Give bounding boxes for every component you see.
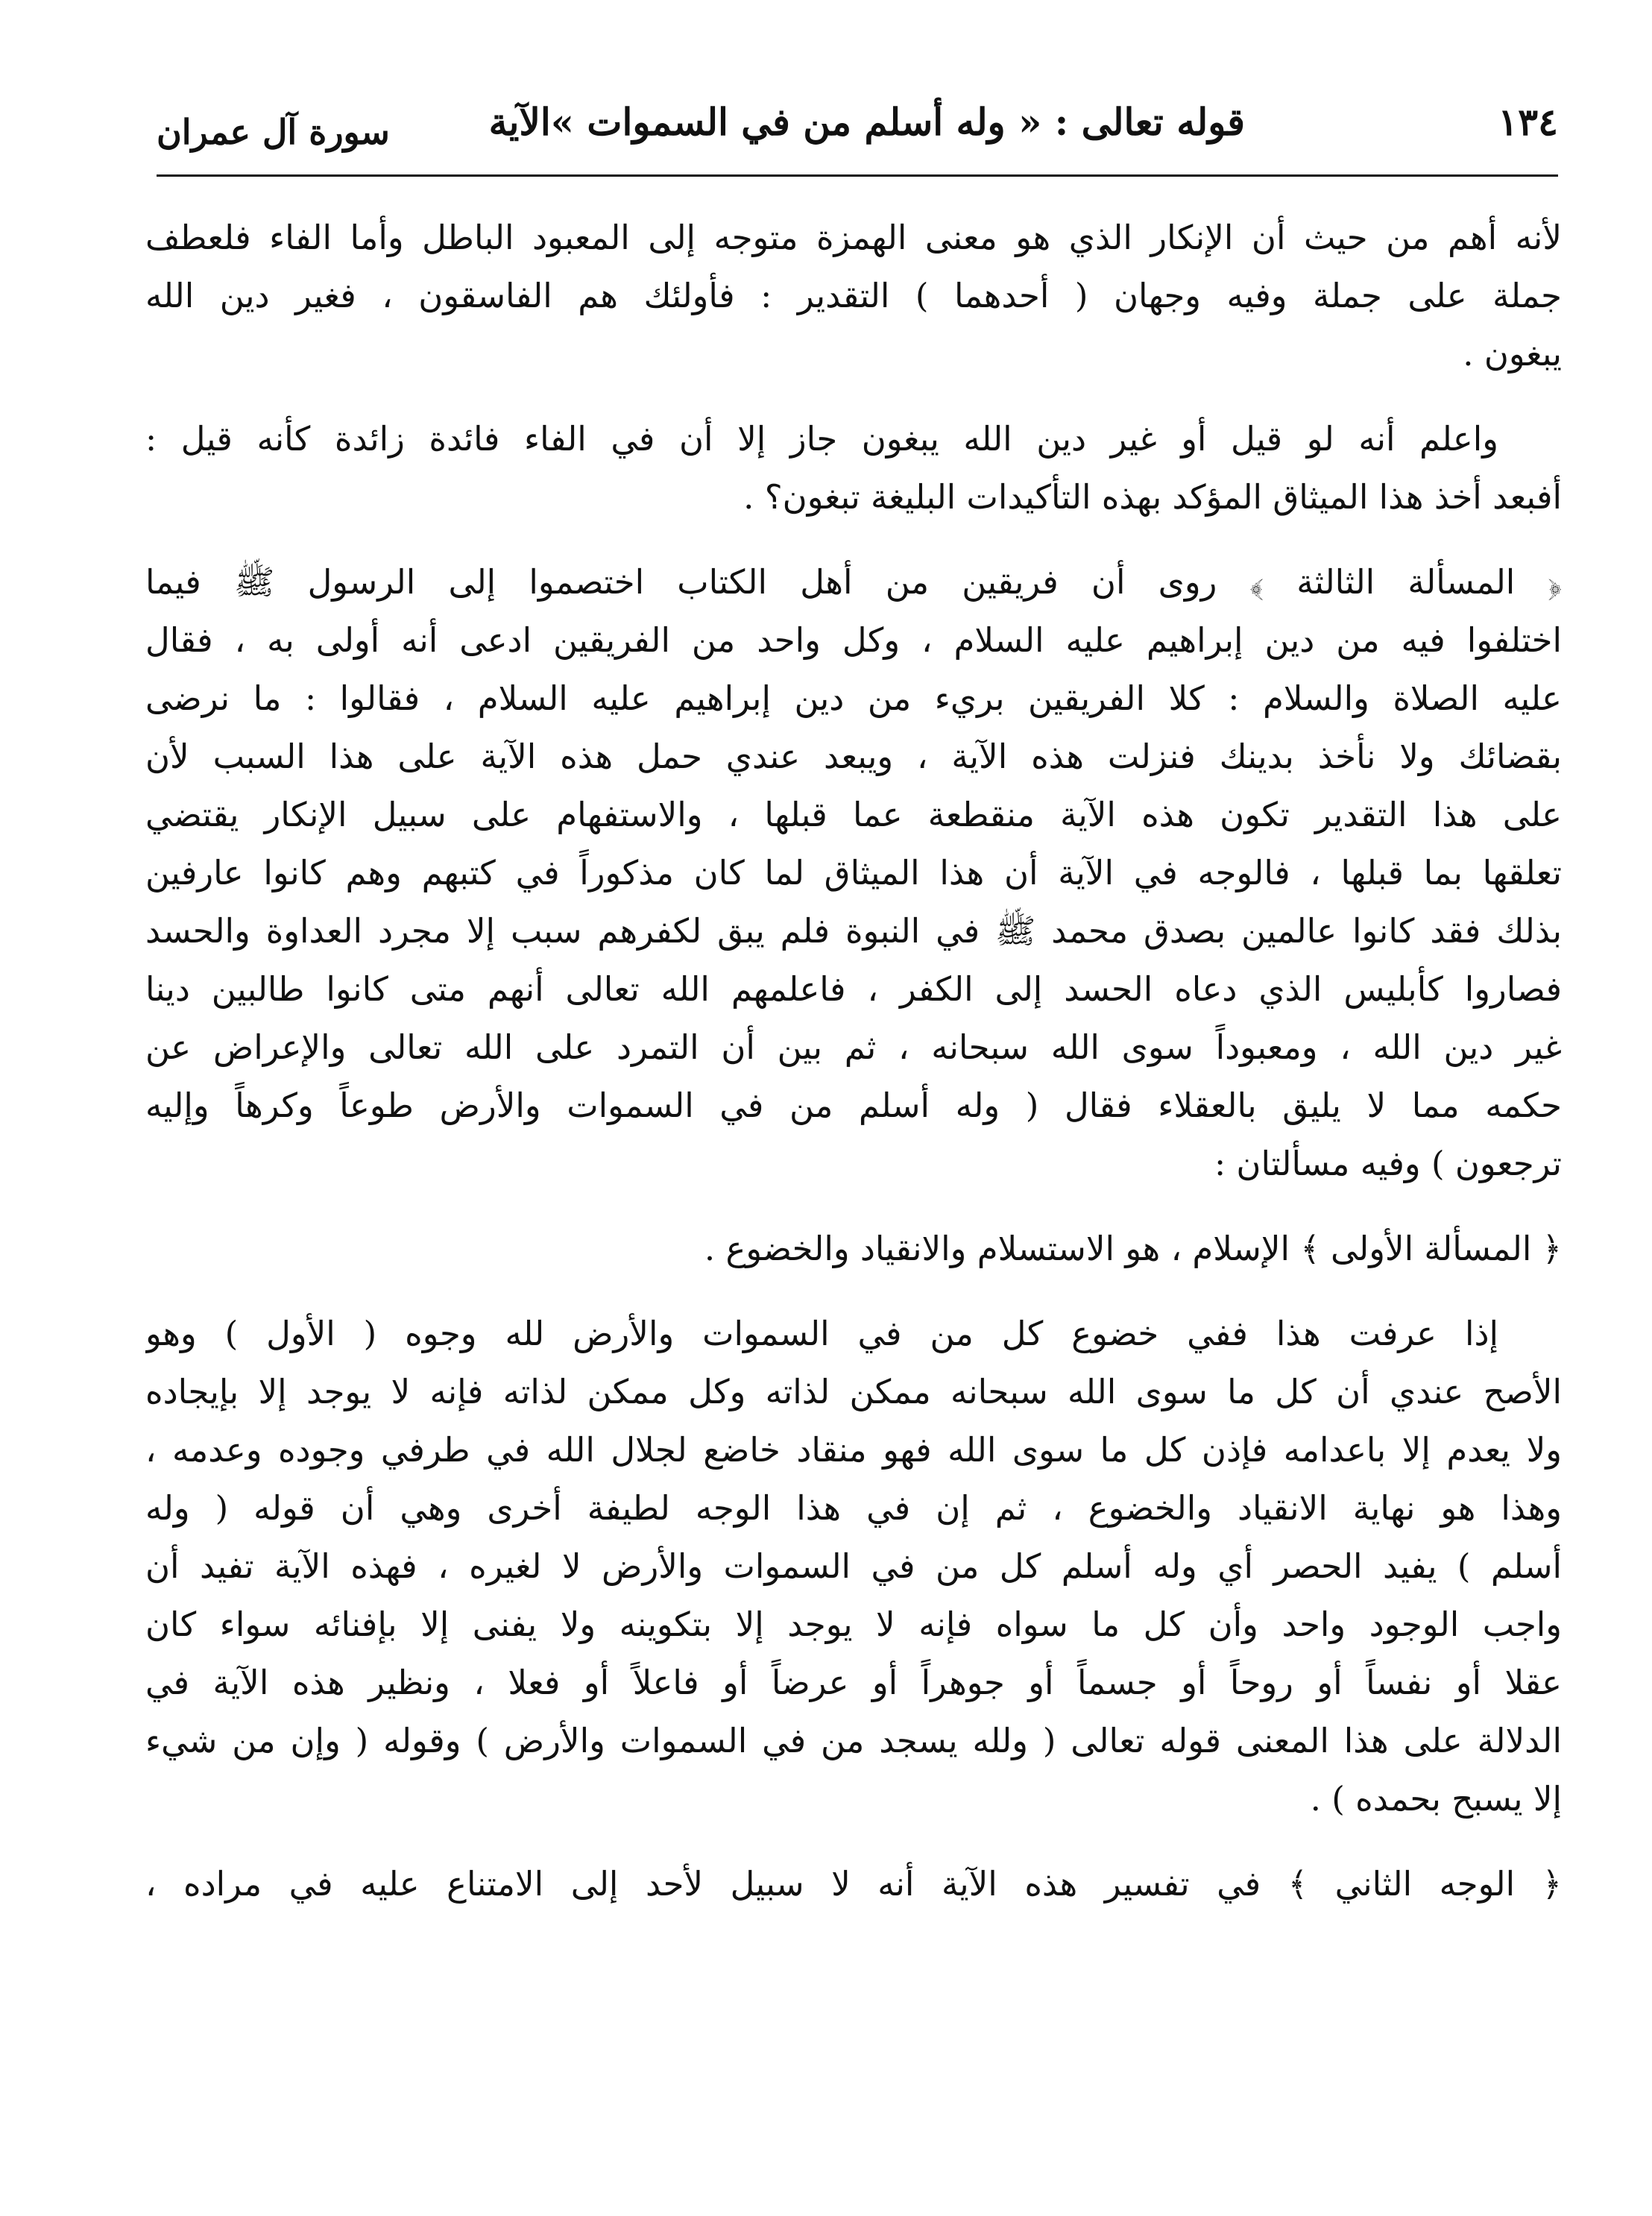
header-rule — [157, 174, 1558, 177]
text-line: أفبعد أخذ هذا الميثاق المؤكد بهذه التأكيدات البليغة تبغون؟ . — [743, 477, 1562, 517]
paragraph — [145, 410, 1562, 526]
paragraph — [145, 209, 1562, 383]
text-line: ﴿ الوجه الثاني ﴾ في تفسير هذه الآية أنه لا سبيل لأحد إلى الامتناع عليه في مراده ، — [145, 1864, 1562, 1904]
text-line: على هذا التقدير تكون هذه الآية منقطعة عما قبلها ، والاستفهام على سبيل الإنكار يقتضي — [145, 795, 1562, 834]
text-line: عليه الصلاة والسلام : كلا الفريقين بريء من دين إبراهيم عليه السلام ، فقالوا : ما نرضى — [145, 679, 1562, 718]
text-line: اختلفوا فيه من دين إبراهيم عليه السلام ، وكل واحد من الفريقين ادعى أنه أولى به ، فقال — [145, 620, 1562, 660]
text-line: جملة على جملة وفيه وجهان ( أحدهما ) التقدير : فأولئك هم الفاسقون ، فغير دين الله — [145, 276, 1562, 315]
text-line: الأصح عندي أن كل ما سوى الله سبحانه ممكن لذاته وكل ممكن لذاته فإنه لا يوجد إلا بإيجاده — [145, 1372, 1562, 1411]
text-line: غير دين الله ، ومعبوداً سوى الله سبحانه ، ثم بين أن التمرد على الله تعالى والإعراض عن — [145, 1027, 1562, 1067]
page-header — [157, 89, 1558, 171]
text-line: فصاروا كأبليس الذي دعاه الحسد إلى الكفر ، فاعلمهم الله تعالى أنهم متى كانوا طالبين دينا — [145, 969, 1562, 1009]
text-line: تعلقها بما قبلها ، فالوجه في الآية أن هذا الميثاق لما كان مذكوراً في كتبهم وهم كانوا عارفين — [145, 853, 1562, 893]
text-line: حكمه مما لا يليق بالعقلاء فقال ( وله أسلم من في السموات والأرض طوعاً وكرهاً وإليه — [145, 1086, 1562, 1125]
paragraph — [145, 1305, 1562, 1828]
text-line: أسلم ) يفيد الحصر أي وله أسلم كل من في السموات والأرض لا لغيره ، فهذه الآية تفيد أن — [145, 1546, 1562, 1586]
page-body — [145, 209, 1562, 1913]
text-line: بقضائك ولا نأخذ بدينك فنزلت هذه الآية ، ويبعد عندي حمل هذه الآية على هذا السبب لأن — [145, 737, 1562, 776]
sura-name: سورة آل عمران — [157, 112, 390, 152]
text-line: لأنه أهم من حيث أن الإنكار الذي هو معنى الهمزة متوجه إلى المعبود الباطل وأما الفاء فلعطف — [145, 218, 1562, 257]
text-line: إلا يسبح بحمده ) . — [1310, 1779, 1562, 1819]
text-line: ترجعون ) وفيه مسألتان : — [1214, 1144, 1562, 1183]
running-title: قوله تعالى : « وله أسلم من في السموات »الآية — [488, 100, 1245, 144]
paragraph — [145, 1855, 1562, 1913]
page-number: ١٣٤ — [1498, 100, 1558, 144]
text-line: ﴿ المسألة الأولى ﴾ الإسلام ، هو الاستسلام والانقياد والخضوع . — [704, 1229, 1562, 1268]
text-line: الدلالة على هذا المعنى قوله تعالى ( ولله يسجد من في السموات والأرض ) وقوله ( وإن من شيء — [145, 1721, 1562, 1760]
text-line: إذا عرفت هذا ففي خضوع كل من في السموات والأرض لله وجوه ( الأول ) وهو — [145, 1314, 1498, 1353]
text-line: واجب الوجود واحد وأن كل ما سواه فإنه لا يوجد إلا بتكوينه ولا يفنى إلا بإفنائه سواء كان — [145, 1605, 1562, 1644]
paragraph — [145, 553, 1562, 1193]
text-line: وهذا هو نهاية الانقياد والخضوع ، ثم إن في هذا الوجه لطيفة أخرى وهي أن قوله ( وله — [145, 1488, 1562, 1528]
text-line: ﴿ المسألة الثالثة ﴾ روى أن فريقين من أهل الكتاب اختصموا إلى الرسول ﷺ فيما — [145, 562, 1562, 602]
text-line: عقلا أو نفساً أو روحاً أو جسماً أو جوهراً أو عرضاً أو فاعلاً أو فعلا ، ونظير هذه الآية في — [145, 1663, 1562, 1702]
text-line: واعلم أنه لو قيل أو غير دين الله يبغون جاز إلا أن في الفاء فائدة زائدة كأنه قيل : — [145, 419, 1498, 459]
text-line: بذلك فقد كانوا عالمين بصدق محمد ﷺ في النبوة فلم يبق لكفرهم سبب إلا مجرد العداوة والحسد — [145, 911, 1562, 951]
text-line: ولا يعدم إلا باعدامه فإذن كل ما سوى الله فهو منقاد خاضع لجلال الله في طرفي وجوده وعدمه ، — [145, 1430, 1562, 1470]
text-line: يبغون . — [1463, 334, 1562, 374]
paragraph — [145, 1220, 1562, 1278]
